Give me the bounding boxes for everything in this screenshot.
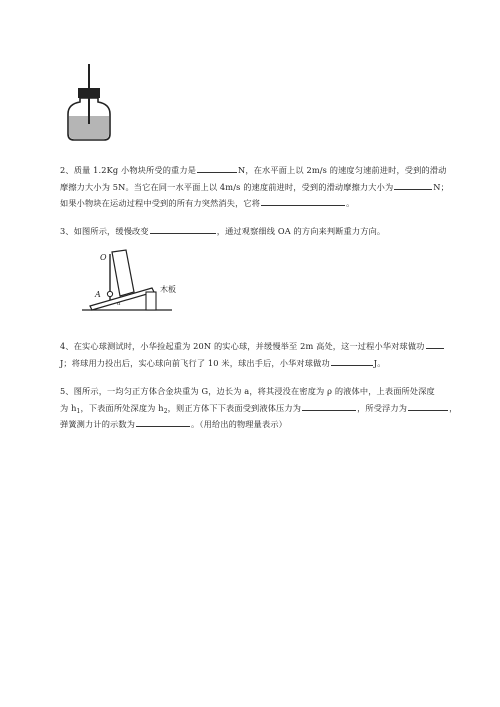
q2-text-1: 2、质量 1.2Kg 小物块所受的重力是	[60, 165, 197, 175]
flask-stopper	[78, 88, 100, 98]
q5-line-2	[60, 400, 460, 417]
q2-text-5: 如果小物块在运动过程中受到的所有力突然消失，它将	[60, 198, 261, 208]
label-board: 木板	[160, 285, 176, 294]
q5-text-1: 5、图所示，一均匀正方体合金块重为 G，边长为 a，将其浸没在密度为 ρ 的液体中，上表面所处深度	[60, 386, 435, 396]
q4-text-2: J；将球用力投出后，实心球向前飞行了 10 米，球出手后，小华对球做功	[60, 357, 330, 368]
q2-blank-2[interactable]	[394, 179, 432, 190]
q2-text-3: 摩擦力大小为 5N。当它在同一水平面上以 4m/s 的速度前进时，受到的滑动摩擦力大小为	[60, 181, 394, 192]
label-o: O	[100, 253, 107, 262]
q3-blank-1[interactable]	[150, 223, 216, 234]
q3-text-1: 3、如图所示，缓慢改变	[60, 226, 149, 236]
q2-text-2: N，在水平面上以 2m/s 的速度匀速前进时，受到的滑动	[238, 165, 447, 175]
q2-line-1	[60, 162, 460, 179]
plumb-bob	[107, 291, 112, 296]
q5-blank-3[interactable]	[136, 416, 190, 427]
question-4	[60, 338, 460, 371]
q2-line-2	[60, 179, 460, 196]
q3-text-2: ，通过观察细线 OA 的方向来判断重力方向。	[216, 226, 386, 236]
q4-line-1	[60, 338, 460, 355]
question-3	[60, 223, 460, 240]
q2-blank-1[interactable]	[197, 162, 237, 173]
q5-text-3b: 。（用给出的物理量表示）	[191, 419, 287, 429]
q5-line-3	[60, 416, 460, 433]
q5-text-2a: 为 h	[60, 402, 77, 413]
question-5	[60, 384, 460, 433]
incline-block	[146, 292, 156, 310]
q4-blank-1[interactable]	[426, 338, 444, 349]
q4-text-3: J。	[373, 357, 386, 368]
hanging-frame	[112, 250, 134, 296]
q2-blank-3[interactable]	[261, 195, 345, 206]
q4-blank-2[interactable]	[331, 355, 373, 366]
question-2	[60, 162, 460, 212]
q5-line-1	[60, 384, 460, 400]
q5-text-2c: ，则正方体下下表面受到液体压力为	[167, 402, 302, 413]
q3-line-1	[60, 223, 460, 240]
incline-figure	[80, 248, 190, 316]
q4-text-1: 4、在实心球测试时，小华捡起重为 20N 的实心球，并缓慢举至 2m 高处，这一过程小华对球做功	[60, 341, 425, 351]
q5-text-2d: ，所受浮力为	[357, 402, 408, 413]
q2-text-6: 。	[346, 198, 355, 208]
q5-blank-2[interactable]	[408, 400, 448, 411]
q5-text-2b: ，下表面所处深度为 h	[80, 402, 164, 413]
q4-line-2	[60, 355, 460, 372]
q5-sub-2: 2	[163, 407, 168, 415]
q5-sub-1: 1	[76, 407, 81, 415]
q5-text-2e: ，	[449, 402, 458, 413]
q5-text-3a: 弹簧测力计的示数为	[60, 419, 136, 429]
label-a: A	[95, 290, 101, 299]
q2-text-4: N；	[433, 181, 449, 192]
q2-line-3	[60, 195, 460, 212]
label-alpha: α	[117, 301, 121, 307]
flask-figure	[58, 62, 128, 152]
q5-blank-1[interactable]	[302, 400, 356, 411]
